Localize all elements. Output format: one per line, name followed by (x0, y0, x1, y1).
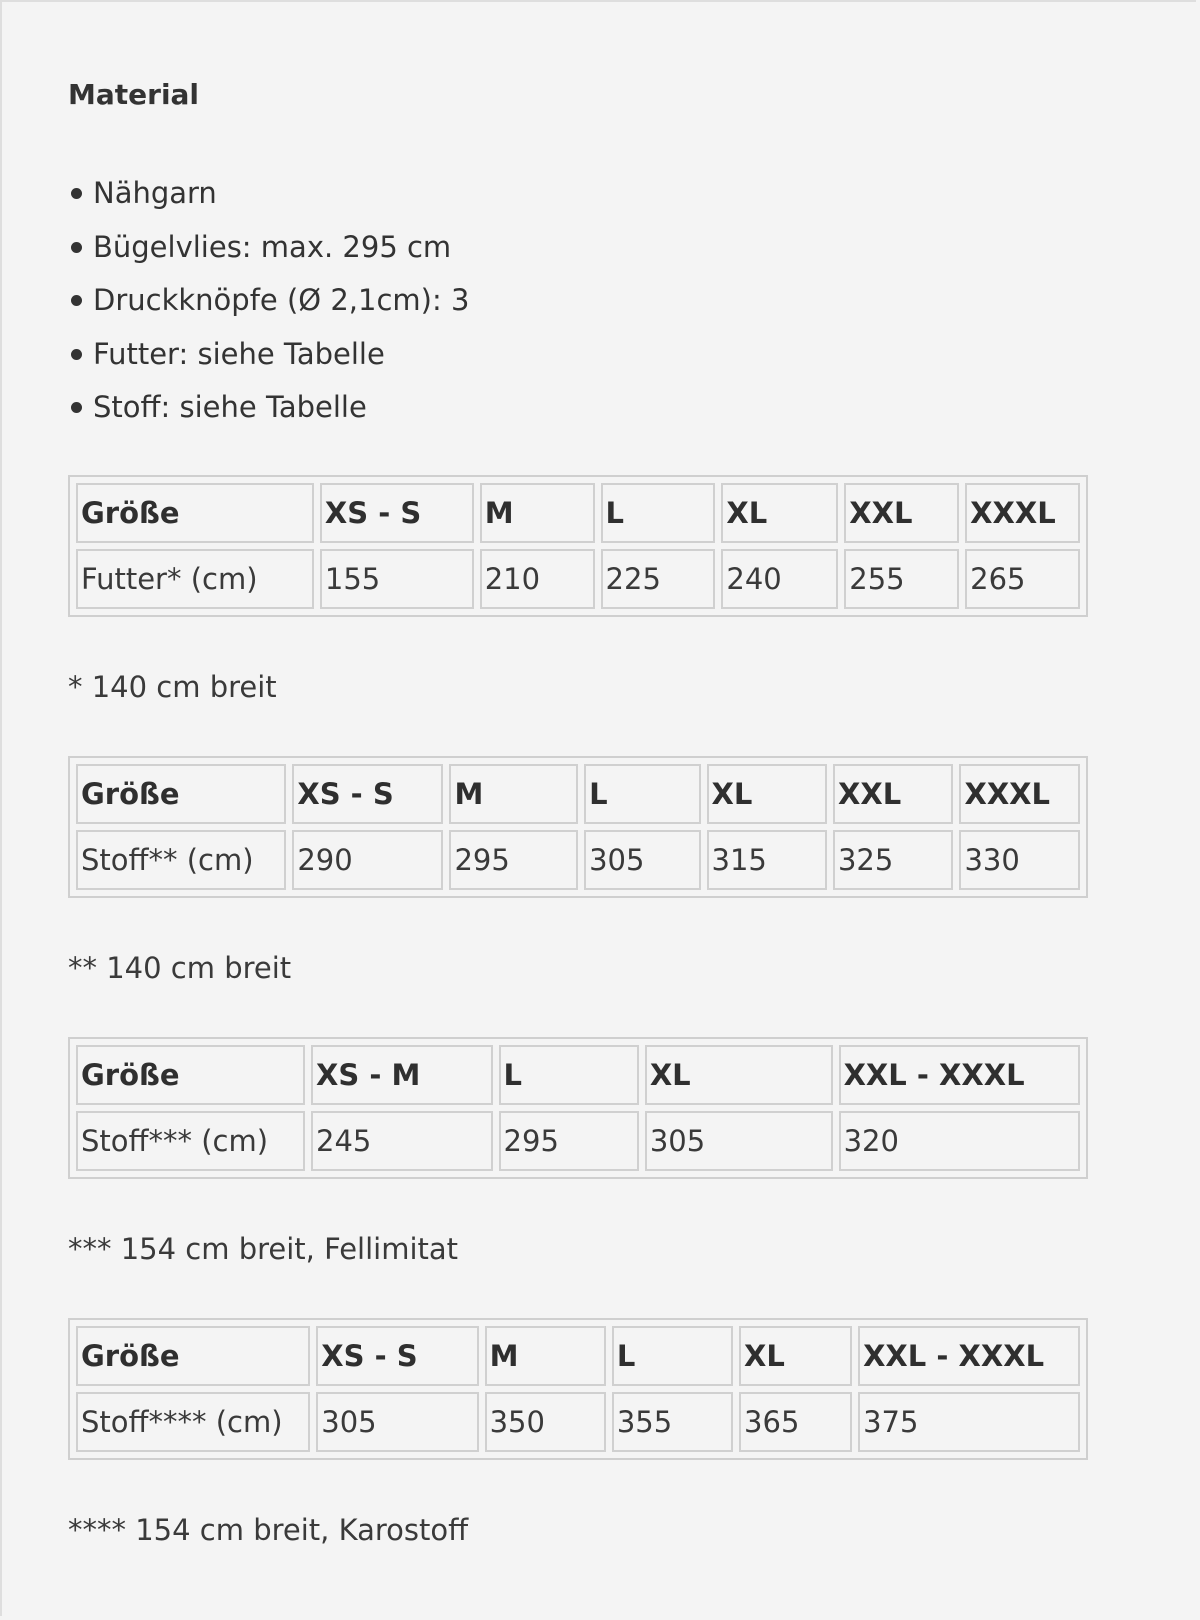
table-cell: 330 (959, 830, 1080, 890)
table-header-cell: XXL (844, 483, 959, 543)
table-cell: 305 (645, 1111, 833, 1171)
table-row (76, 830, 1080, 890)
list-item-text: Bügelvlies: max. 295 cm (93, 229, 452, 264)
table-header-row (76, 764, 1080, 824)
table-header-cell: XXXL (959, 764, 1080, 824)
table-cell: 365 (739, 1392, 852, 1452)
list-item (68, 167, 469, 221)
table-footnote: *** 154 cm breit, Fellimitat (68, 1232, 459, 1266)
table-header-cell: XS - S (292, 764, 443, 824)
bullet-icon (71, 242, 82, 253)
list-item-text: Nähgarn (93, 176, 217, 210)
table-header-cell: M (480, 483, 595, 543)
table-header-cell: L (601, 483, 716, 543)
stoff-size-table-1 (68, 756, 1088, 898)
table-header-cell: XL (739, 1326, 852, 1386)
table-header-cell: M (449, 764, 578, 824)
list-item-text: Druckknöpfe (Ø 2,1cm): 3 (93, 283, 470, 317)
table-header-cell: L (612, 1326, 733, 1386)
futter-size-table (68, 475, 1088, 617)
table-cell: Stoff**** (cm) (76, 1392, 310, 1452)
list-item-text: Futter: siehe Tabelle (93, 336, 385, 371)
table-header-cell: Größe (76, 1326, 310, 1386)
table-row (76, 1111, 1080, 1171)
list-item (68, 328, 469, 382)
table-header-cell: XS - S (320, 483, 474, 543)
table-header-cell: XS - S (316, 1326, 478, 1386)
table-header-cell: XXL - XXXL (858, 1326, 1080, 1386)
table-header-cell: L (499, 1045, 639, 1105)
table-cell: 210 (480, 549, 595, 609)
table-header-cell: XL (721, 483, 838, 543)
table-header-cell: XL (645, 1045, 833, 1105)
table-header-cell: M (485, 1326, 606, 1386)
table-footnote: **** 154 cm breit, Karostoff (68, 1513, 469, 1547)
table-footnote: * 140 cm breit (68, 670, 277, 704)
table-cell: 350 (485, 1392, 606, 1452)
table-cell: 375 (858, 1392, 1080, 1452)
table-cell: 225 (601, 549, 716, 609)
section-heading: Material (68, 78, 200, 111)
table-header-cell: XXL - XXXL (839, 1045, 1080, 1105)
table-header-cell: Größe (76, 483, 314, 543)
table-cell: 305 (584, 830, 700, 890)
table-header-cell: Größe (76, 764, 286, 824)
list-item (68, 381, 469, 435)
table-cell: 305 (316, 1392, 478, 1452)
list-item-text: Stoff: siehe Tabelle (93, 390, 367, 424)
table-header-cell: Größe (76, 1045, 305, 1105)
list-item (68, 274, 469, 328)
stoff-size-table-3 (68, 1318, 1088, 1460)
table-header-cell: XXL (833, 764, 953, 824)
table-header-cell: XXXL (965, 483, 1080, 543)
stoff-size-table-2 (68, 1037, 1088, 1179)
table-cell: Futter* (cm) (76, 549, 314, 609)
table-row (76, 1392, 1080, 1452)
table-cell: 265 (965, 549, 1080, 609)
table-cell: Stoff** (cm) (76, 830, 286, 890)
table-cell: 315 (707, 830, 827, 890)
table-cell: 290 (292, 830, 443, 890)
table-cell: 245 (311, 1111, 493, 1171)
material-list (68, 167, 469, 435)
table-cell: 240 (721, 549, 838, 609)
table-header-row (76, 483, 1080, 543)
table-cell: Stoff*** (cm) (76, 1111, 305, 1171)
table-cell: 325 (833, 830, 953, 890)
bullet-icon (71, 349, 82, 360)
bullet-icon (71, 402, 82, 413)
bullet-icon (71, 188, 82, 199)
table-cell: 155 (320, 549, 474, 609)
table-footnote: ** 140 cm breit (68, 951, 292, 985)
table-header-cell: XL (707, 764, 827, 824)
table-row (76, 549, 1080, 609)
table-cell: 355 (612, 1392, 733, 1452)
table-header-cell: L (584, 764, 700, 824)
list-item (68, 221, 469, 275)
table-cell: 320 (839, 1111, 1080, 1171)
table-cell: 255 (844, 549, 959, 609)
table-header-cell: XS - M (311, 1045, 493, 1105)
table-header-row (76, 1326, 1080, 1386)
table-cell: 295 (449, 830, 578, 890)
table-cell: 295 (499, 1111, 639, 1171)
table-header-row (76, 1045, 1080, 1105)
bullet-icon (71, 295, 82, 306)
